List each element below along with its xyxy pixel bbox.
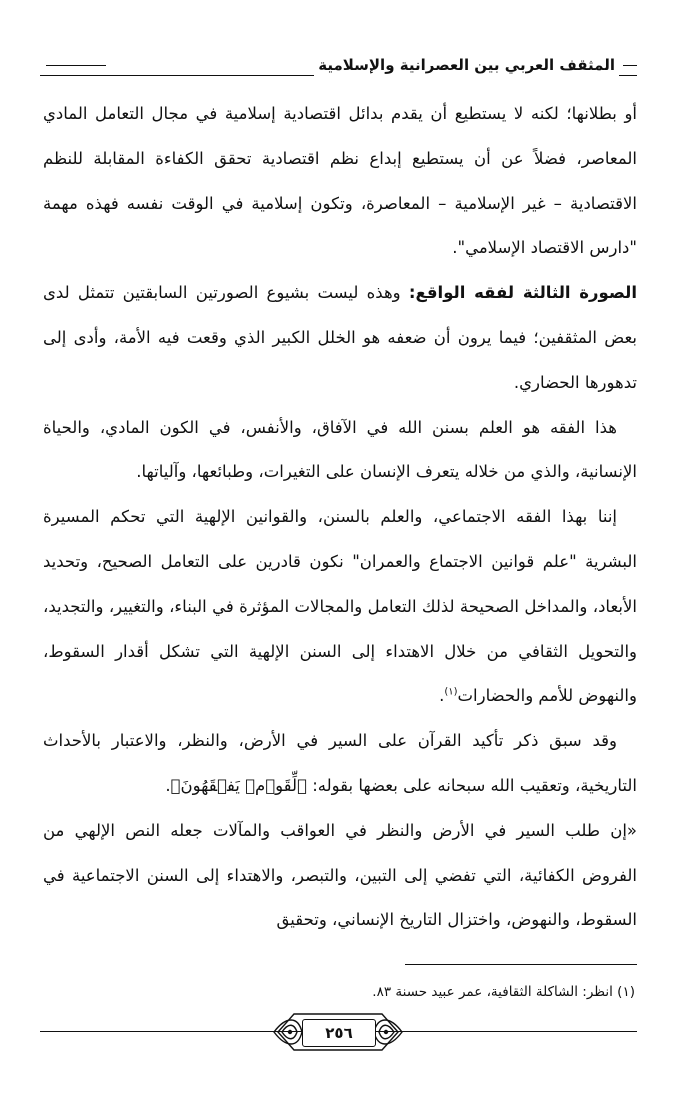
running-title: المثقف العربي بين العصرانية والإسلامية: [314, 48, 619, 82]
header-dash-right: [623, 65, 637, 66]
paragraph-text: إننا بهذا الفقه الاجتماعي، والعلم بالسنن، والقوانين الإلهية التي تحكم المسيرة البشرية "علم قوانين الاجتماع والعمران" نكون قادرين على التعامل الصحيح، وتحديد الأبعاد، والمداخل الصحيحة لذلك التعامل والمجالات المؤثرة في البناء، والتغيير، والتجديد، والتحويل الثقافي من خلال الاهتداء إلى السنن الإلهية التي تشكل أقدار السقوط، والنهوض للأمم والحضارات: [43, 507, 637, 706]
paragraph-text: أو بطلانها؛ لكنه لا يستطيع أن يقدم بدائل اقتصادية إسلامية في مجال التعامل المادي المعاصر، فضلاً عن أن يستطيع إبداع نظم اقتصادية تحقق الكفاءة المقابلة للنظم الاقتصادية – غير الإسلامية – المعاصرة، وتكون إسلامية في الوقت نفسه فهذه مهمة "دارس الاقتصاد الإسلامي".: [43, 104, 637, 258]
paragraph-2: [43, 271, 637, 405]
header-dash-left: [46, 65, 106, 66]
footnote-reference[interactable]: (١): [444, 686, 458, 698]
paragraph-5: [43, 719, 637, 809]
section-lead: الصورة الثالثة لفقه الواقع:: [408, 283, 637, 303]
page-footer: [40, 1010, 637, 1054]
paragraph-1: [43, 92, 637, 271]
paragraph-tail: .: [439, 686, 445, 706]
paragraph-text: وهذه ليست بشيوع الصورتين السابقتين تتمثل لدى بعض المثقفين؛ فيما يرون أن ضعفه هو الخلل الكبير الذي وقعت فيه الأمة، وأدى إلى تدهورها الحضاري.: [43, 283, 637, 392]
paragraph-3: [43, 406, 637, 496]
running-header: [40, 48, 637, 82]
paragraph-text: وقد سبق ذكر تأكيد القرآن على السير في الأرض، والنظر، والاعتبار بالأحداث التاريخية، وتعقيب الله سبحانه على بعضها بقوله: ﴿لِّقَوۡمٖ يَفۡقَهُونَ﴾.: [43, 731, 637, 795]
page-number: ٢٥٦: [302, 1019, 376, 1047]
footnote-separator: [405, 964, 637, 965]
paragraph-text: «إن طلب السير في الأرض والنظر في العواقب والمآلات جعله النص الإلهي من الفروض الكفائية، التي تفضي إلى التبين، والتبصر، والاهتداء إلى السنن الاجتماعية في السقوط، والنهوض، واختزال التاريخ الإنساني، وتحقيق: [43, 820, 637, 930]
footnote: (١) انظر: الشاكلة الثقافية، عمر عبيد حسنة ٨٣.: [372, 984, 635, 1000]
page-body: [43, 92, 637, 943]
paragraph-6: [43, 809, 637, 943]
paragraph-4: [43, 495, 637, 719]
paragraph-text: هذا الفقه هو العلم بسنن الله في الآفاق، والأنفس، في الكون المادي، والحياة الإنسانية، والذي من خلاله يتعرف الإنسان على التغيرات، وطبائعها، وآلياتها.: [43, 417, 637, 482]
